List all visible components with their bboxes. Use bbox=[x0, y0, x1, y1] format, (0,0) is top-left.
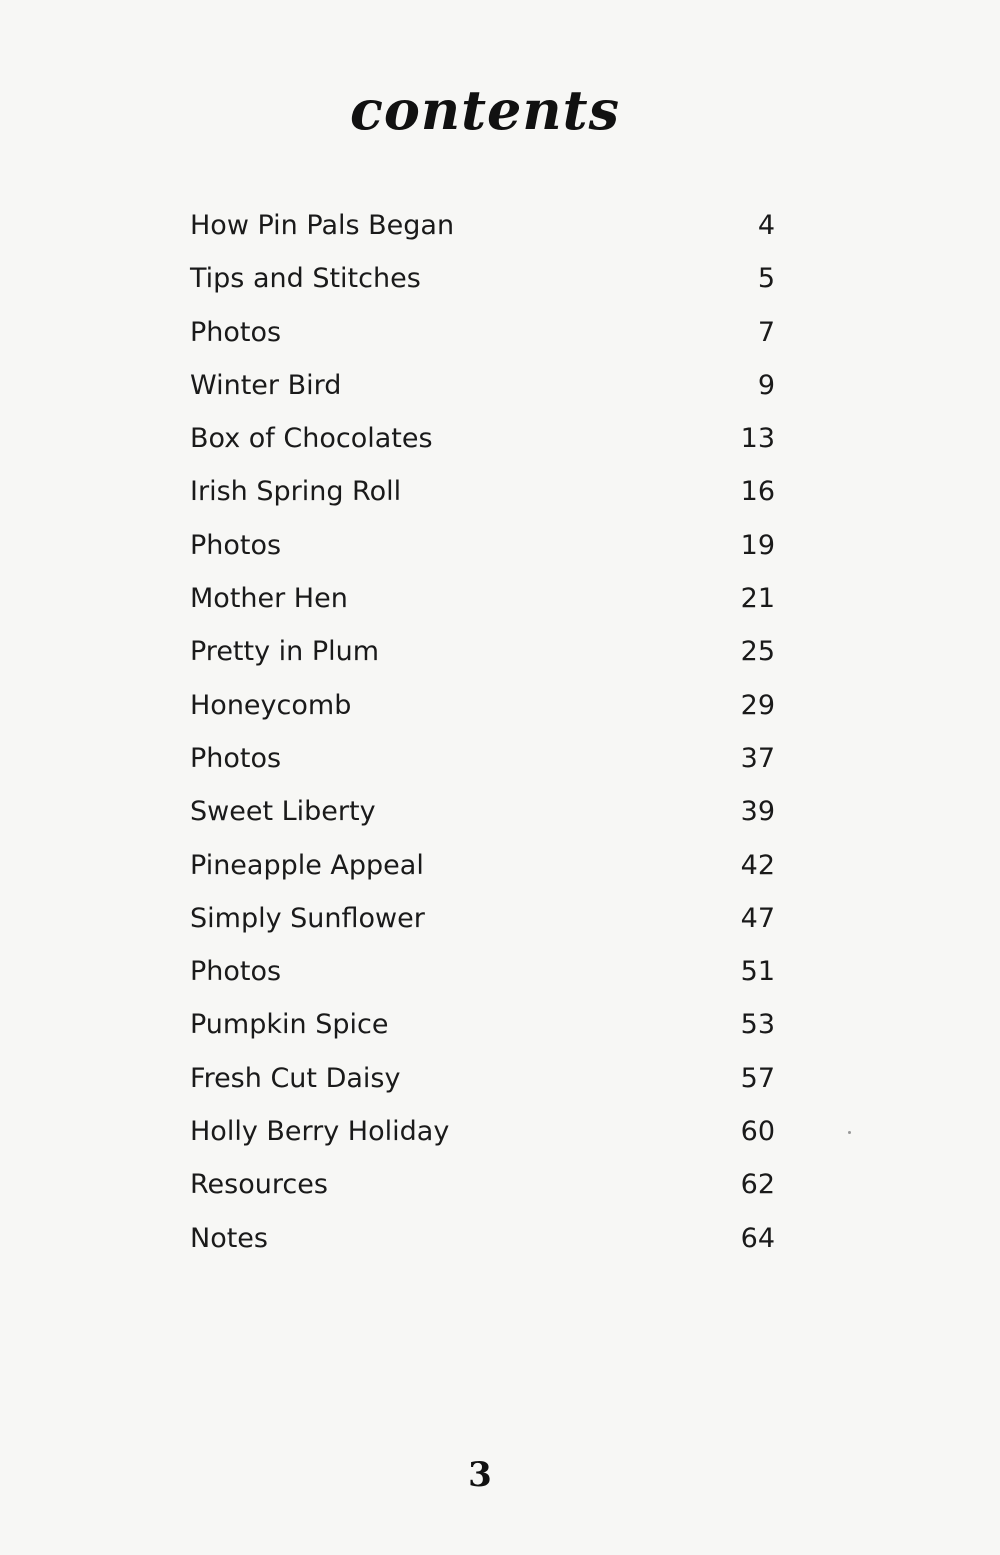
toc-entry bbox=[190, 472, 775, 525]
toc-entry-title: Tips and Stitches bbox=[190, 263, 421, 295]
toc-entry-page: 19 bbox=[740, 529, 775, 561]
toc-entry-title: Photos bbox=[190, 529, 282, 561]
toc-entry bbox=[190, 686, 775, 739]
toc-entry bbox=[190, 846, 775, 899]
toc-entry-page: 53 bbox=[740, 1009, 775, 1041]
toc-entry-title: Photos bbox=[190, 956, 282, 988]
toc-entry-page: 29 bbox=[740, 689, 775, 721]
toc-entry-title: Photos bbox=[190, 316, 282, 348]
toc-entry bbox=[190, 792, 775, 845]
toc-entry bbox=[190, 206, 775, 259]
toc-entry bbox=[190, 952, 775, 1005]
toc-entry bbox=[190, 1219, 775, 1272]
toc-entry bbox=[190, 899, 775, 952]
toc-entry-page: 51 bbox=[740, 956, 775, 988]
toc-entry bbox=[190, 366, 775, 419]
toc-entry bbox=[190, 739, 775, 792]
toc-entry-title: Winter Bird bbox=[190, 369, 342, 401]
toc-entry-page: 21 bbox=[740, 583, 775, 615]
toc-entry bbox=[190, 1059, 775, 1112]
toc-entry bbox=[190, 1005, 775, 1058]
page-title: contents bbox=[349, 78, 621, 142]
toc-entry bbox=[190, 579, 775, 632]
paper-speck bbox=[848, 1131, 851, 1134]
toc-entry-title: Sweet Liberty bbox=[190, 796, 376, 828]
toc-entry-page: 39 bbox=[740, 796, 775, 828]
toc-entry-title: Photos bbox=[190, 742, 282, 774]
toc-entry bbox=[190, 313, 775, 366]
toc-entry-title: Pumpkin Spice bbox=[190, 1009, 389, 1041]
toc-entry-page: 7 bbox=[757, 316, 775, 348]
toc-entry-page: 9 bbox=[757, 369, 775, 401]
toc-entry-page: 13 bbox=[740, 423, 775, 455]
toc-entry-title: Pretty in Plum bbox=[190, 636, 380, 668]
toc-entry-page: 62 bbox=[740, 1169, 775, 1201]
toc-entry-title: Mother Hen bbox=[190, 583, 348, 615]
toc-entry-page: 25 bbox=[740, 636, 775, 668]
toc-entry-page: 42 bbox=[740, 849, 775, 881]
toc-entry-page: 64 bbox=[740, 1222, 775, 1254]
toc-entry-title: Notes bbox=[190, 1222, 268, 1254]
toc-entry-page: 57 bbox=[740, 1062, 775, 1094]
toc-entry-page: 5 bbox=[757, 263, 775, 295]
toc-entry-title: Honeycomb bbox=[190, 689, 352, 721]
toc-entry bbox=[190, 1112, 775, 1165]
toc-entry-title: Pineapple Appeal bbox=[190, 849, 424, 881]
toc-entry-title: Resources bbox=[190, 1169, 328, 1201]
toc-entry-title: Fresh Cut Daisy bbox=[190, 1062, 401, 1094]
toc-entry bbox=[190, 259, 775, 312]
toc-entry-page: 47 bbox=[740, 902, 775, 934]
page-number: 3 bbox=[468, 1455, 492, 1495]
toc-entry-page: 37 bbox=[740, 742, 775, 774]
toc-entry bbox=[190, 526, 775, 579]
toc-entry bbox=[190, 1165, 775, 1218]
toc-entry-title: Irish Spring Roll bbox=[190, 476, 402, 508]
toc-entry-page: 60 bbox=[740, 1116, 775, 1148]
toc-entry-page: 16 bbox=[740, 476, 775, 508]
toc-entry-title: Simply Sunflower bbox=[190, 902, 425, 934]
toc-entry-page: 4 bbox=[757, 210, 775, 241]
table-of-contents bbox=[190, 206, 775, 1272]
toc-entry-title: Holly Berry Holiday bbox=[190, 1116, 450, 1148]
toc-entry-title: Box of Chocolates bbox=[190, 423, 433, 455]
toc-entry bbox=[190, 419, 775, 472]
toc-entry bbox=[190, 632, 775, 685]
toc-entry-title: How Pin Pals Began bbox=[190, 210, 455, 241]
